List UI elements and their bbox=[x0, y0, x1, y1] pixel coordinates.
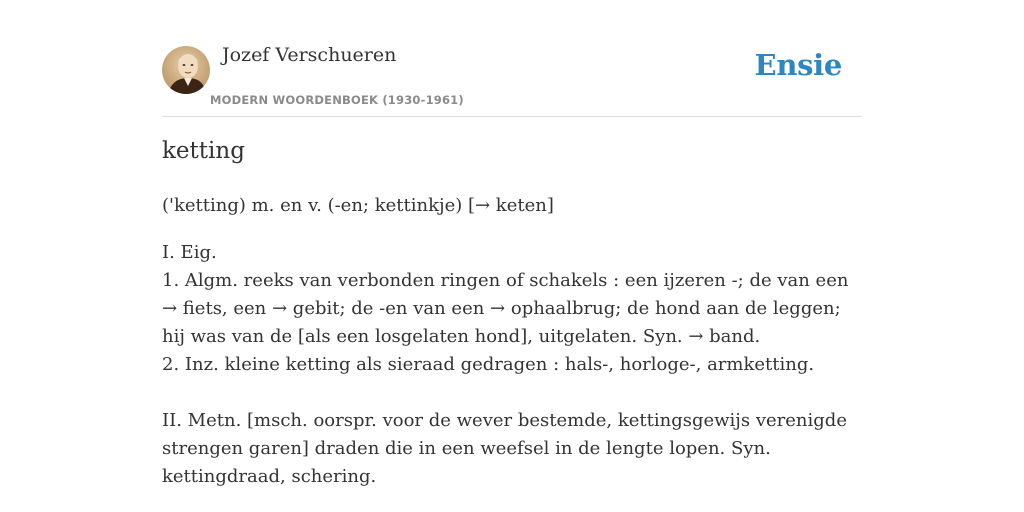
entry-term: ketting bbox=[162, 138, 245, 164]
definition-line: II. Metn. [msch. oorspr. voor de wever bestemde, kettingsgewijs verenigde strengen garen] draden die in een weefsel in de lengte lopen. Syn. kettingdraad, schering. bbox=[162, 410, 847, 487]
header bbox=[162, 0, 862, 117]
definition-line: 2. Inz. kleine ketting als sieraad gedragen : hals-, horloge-, armketting. bbox=[162, 354, 815, 375]
entry-pronunciation: ('ketting) m. en v. (-en; kettinkje) [→ keten] bbox=[162, 195, 554, 216]
definition-line: I. Eig. bbox=[162, 242, 217, 263]
page-container bbox=[162, 0, 862, 487]
source-title[interactable]: MODERN WOORDENBOEK (1930-1961) bbox=[210, 93, 464, 107]
avatar[interactable] bbox=[162, 46, 210, 94]
brand-logo[interactable]: Ensie bbox=[754, 48, 842, 82]
entry-definition bbox=[162, 239, 862, 491]
paragraph-gap bbox=[162, 379, 862, 407]
author-portrait-icon bbox=[162, 46, 210, 94]
author-name[interactable]: Jozef Verschueren bbox=[222, 44, 397, 66]
definition-line: 1. Algm. reeks van verbonden ringen of schakels : een ijzeren -; de van een → fiets, een → gebit; de -en van een → ophaalbrug; de hond aan de leggen; hij was van de [als een losgelaten hond], uitgelaten. Syn. → band. bbox=[162, 270, 849, 347]
